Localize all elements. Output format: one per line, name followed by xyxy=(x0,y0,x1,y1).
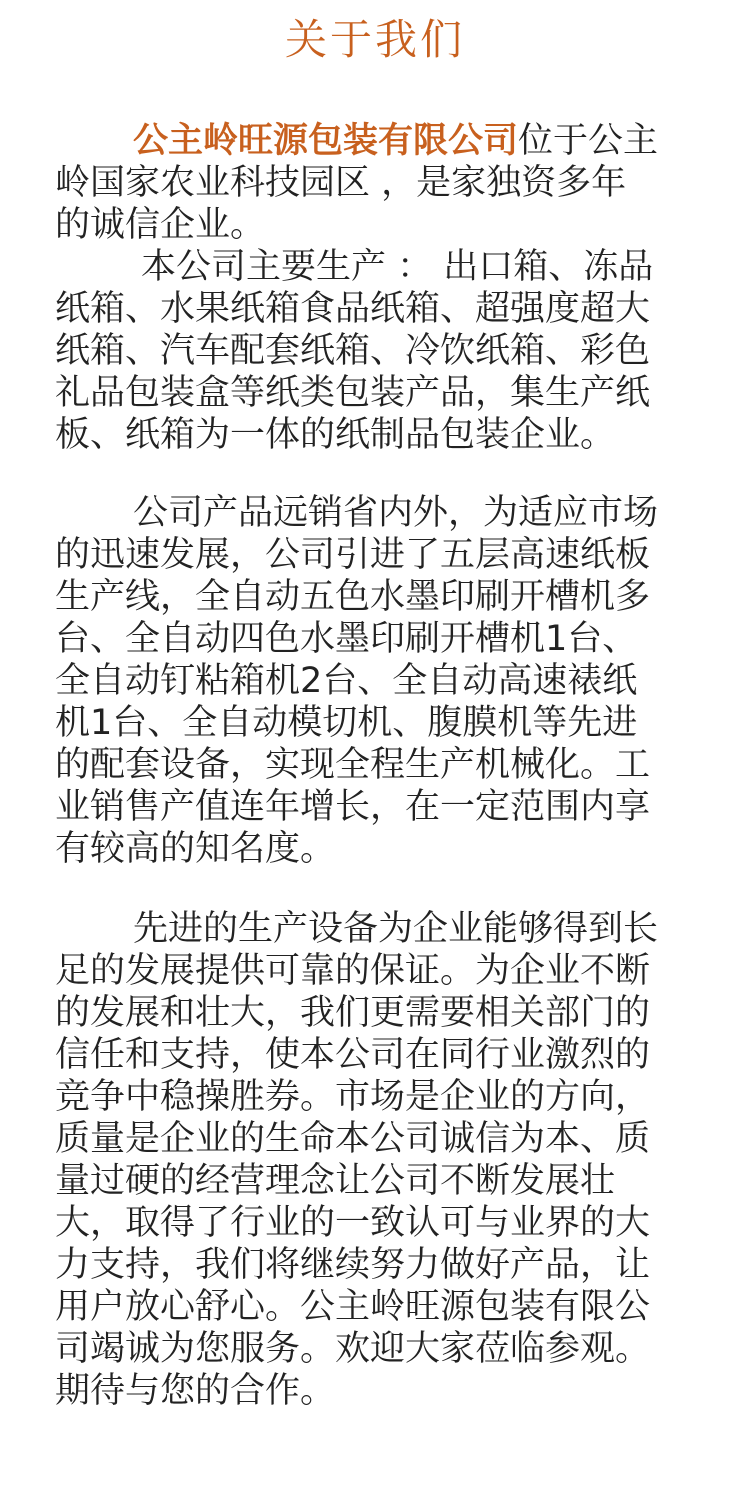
equipment-line: 公司产品远销省内外，为适应市场 xyxy=(133,493,659,533)
development-line: 信任和支持，使本公司在同行业激烈的 xyxy=(55,1035,651,1075)
development-line: 质量是企业的生命本公司诚信为本、质 xyxy=(55,1119,651,1159)
paragraph-spacer xyxy=(55,456,700,492)
equipment-line: 的迅速发展，公司引进了五层高速纸板 xyxy=(55,535,651,575)
equipment-line: 生产线，全自动五色水墨印刷开槽机多 xyxy=(55,577,651,617)
about-content xyxy=(55,120,700,1412)
intro-line: 的诚信企业。 xyxy=(55,205,266,245)
development-line: 力支持，我们将继续努力做好产品，让 xyxy=(55,1245,651,1285)
equipment-line: 的配套设备，实现全程生产机械化。工 xyxy=(55,745,651,785)
equipment-line: 有较高的知名度。 xyxy=(55,829,336,869)
development-line: 竞争中稳操胜券。市场是企业的方向， xyxy=(55,1077,651,1117)
page-title: 关于我们 xyxy=(284,15,465,64)
products-paragraph xyxy=(55,246,700,456)
products-line: 纸箱、汽车配套纸箱、冷饮纸箱、彩色 xyxy=(55,331,651,371)
intro-line xyxy=(55,120,700,162)
development-line: 期待与您的合作。 xyxy=(55,1371,336,1411)
intro-paragraph xyxy=(55,120,700,246)
development-line: 的发展和壮大，我们更需要相关部门的 xyxy=(55,993,651,1033)
products-line: 板、纸箱为一体的纸制品包装企业。 xyxy=(55,415,616,455)
development-line: 足的发展提供可靠的保证。为企业不断 xyxy=(55,951,651,991)
products-line: 礼品包装盒等纸类包装产品，集生产纸 xyxy=(55,373,651,413)
development-paragraph xyxy=(55,908,700,1412)
development-line: 大，取得了行业的一致认可与业界的大 xyxy=(55,1203,651,1243)
intro-line: 岭国家农业科技园区 ，是家独资多年 xyxy=(55,163,627,203)
paragraph-spacer xyxy=(55,870,700,908)
development-line: 量过硬的经营理念让公司不断发展壮 xyxy=(55,1161,616,1201)
intro-first-line-text: 位于公主 xyxy=(518,121,659,161)
equipment-line: 机1台、全自动模切机、腹膜机等先进 xyxy=(55,703,638,743)
development-line: 用户放心舒心。公主岭旺源包装有限公 xyxy=(55,1287,651,1327)
equipment-line: 全自动钉粘箱机2台、全自动高速裱纸 xyxy=(55,661,638,701)
development-line: 司竭诚为您服务。欢迎大家莅临参观。 xyxy=(55,1329,651,1369)
company-name: 公主岭旺源包装有限公司 xyxy=(133,121,519,161)
equipment-line: 业销售产值连年增长，在一定范围内享 xyxy=(55,787,651,827)
equipment-line: 台、全自动四色水墨印刷开槽机1台、 xyxy=(55,619,638,659)
equipment-paragraph xyxy=(55,492,700,870)
products-line: 纸箱、水果纸箱食品纸箱、超强度超大 xyxy=(55,289,651,329)
products-line: 本公司主要生产 ： 出口箱、冻品 xyxy=(141,247,654,287)
development-line: 先进的生产设备为企业能够得到长 xyxy=(133,909,659,949)
